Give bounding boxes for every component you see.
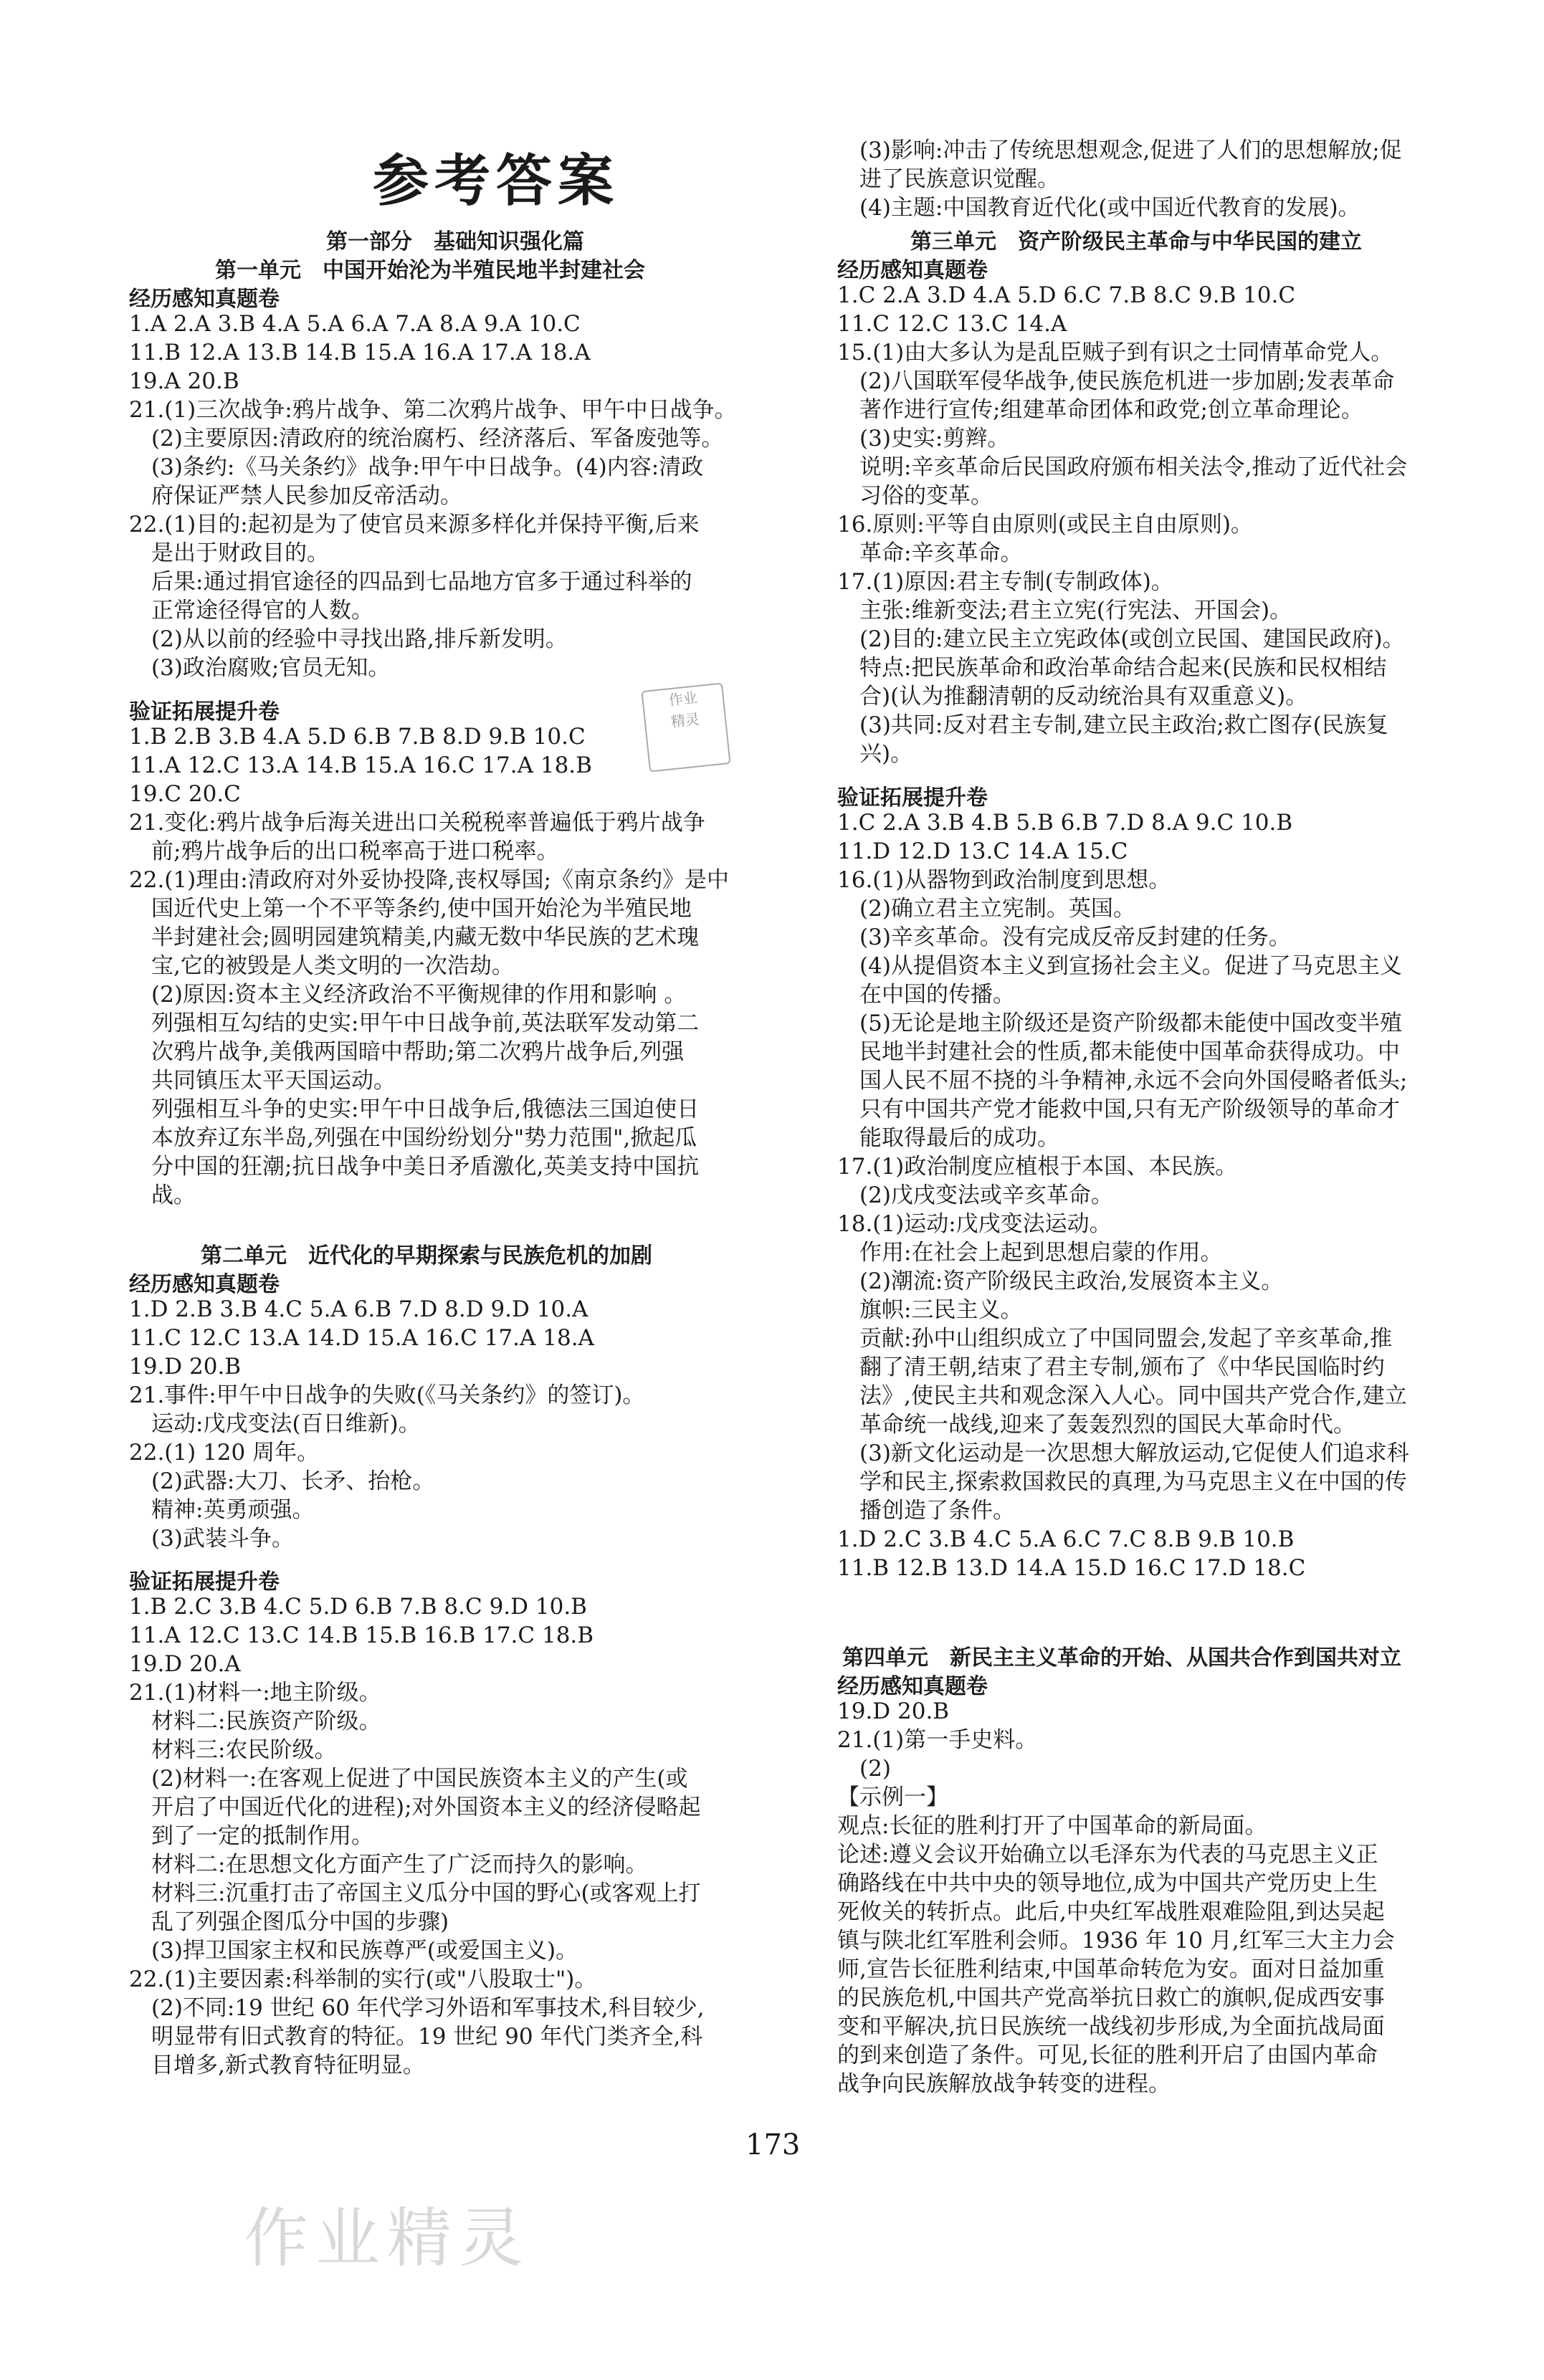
left-line: 国近代史上第一个不平等条约,使中国开始沦为半殖民地 [129, 896, 692, 922]
left-line: 后果:通过捐官途径的四品到七品地方官多于通过科举的 [129, 569, 692, 595]
left-line: 1.A 2.A 3.B 4.A 5.A 6.A 7.A 8.A 9.A 10.C [129, 311, 581, 337]
right-line: 的到来创造了条件。可见,长征的胜利开启了由国内革命 [837, 2042, 1378, 2068]
left-line: (3)条约:《马关条约》战争:甲午中日战争。(4)内容:清政 [129, 454, 704, 480]
right-line: 合)(认为推翻清朝的反动统治具有双重意义)。 [837, 684, 1308, 709]
unit1-jl-heading: 经历感知真题卷 [129, 287, 280, 312]
left-line: 前;鸦片战争后的出口税率高于进口税率。 [129, 838, 559, 864]
right-line: 师,宣告长征胜利结束,中国革命转危为安。面对日益加重 [837, 1956, 1385, 1982]
left-line: 明显带有旧式教育的特征。19 世纪 90 年代门类齐全,科 [129, 2024, 703, 2050]
right-line: 在中国的传播。 [837, 982, 1015, 1008]
right-line: (3)影响:冲击了传统思想观念,促进了人们的思想解放;促 [837, 138, 1402, 163]
right-line: 国人民不屈不挠的斗争精神,永远不会向外国侵略者低头; [837, 1068, 1408, 1094]
left-line: 半封建社会;圆明园建筑精美,内藏无数中华民族的艺术瑰 [129, 924, 700, 950]
unit2-yz-heading: 验证拓展提升卷 [129, 1569, 280, 1595]
left-line: 22.(1)主要因素:科举制的实行(或"八股取士")。 [129, 1966, 597, 1992]
left-line: 11.C 12.C 13.A 14.D 15.A 16.C 17.A 18.A [129, 1325, 594, 1351]
right-line: 15.(1)由大多认为是乱臣贼子到有识之士同情革命党人。 [837, 340, 1393, 365]
right-line: 兴)。 [837, 741, 913, 767]
right-line: (2)潮流:资产阶级民主政治,发展资本主义。 [837, 1268, 1284, 1294]
unit4-jl-heading: 经历感知真题卷 [837, 1674, 988, 1699]
left-line: (2)武器:大刀、长矛、抬枪。 [129, 1468, 435, 1494]
right-line: (2)确立君主立宪制。英国。 [837, 896, 1135, 922]
left-line: 22.(1)理由:清政府对外妥协投降,丧权辱国;《南京条约》是中 [129, 867, 729, 893]
left-line: 1.B 2.B 3.B 4.A 5.D 6.B 7.B 8.D 9.B 10.C [129, 724, 586, 750]
right-line: (2)目的:建立民主立宪政体(或创立民国、建国民政府)。 [837, 626, 1405, 652]
right-line: 论述:遵义会议开始确立以毛泽东为代表的马克思主义正 [837, 1842, 1378, 1868]
right-line: 的民族危机,中国共产党高举抗日救亡的旗帜,促成西安事 [837, 1985, 1385, 2011]
right-line: 播创造了条件。 [837, 1498, 1015, 1524]
left-line: 1.B 2.C 3.B 4.C 5.D 6.B 7.B 8.C 9.D 10.B [129, 1594, 587, 1620]
left-line: 材料三:沉重打击了帝国主义瓜分中国的野心(或客观上打 [129, 1880, 701, 1906]
left-line: 运动:戊戌变法(百日维新)。 [129, 1411, 421, 1437]
right-line: 作用:在社会上起到思想启蒙的作用。 [837, 1240, 1223, 1266]
left-line: 开启了中国近代化的进程);对外国资本主义的经济侵略起 [129, 1794, 701, 1820]
left-line: 22.(1)目的:起初是为了使官员来源多样化并保持平衡,后来 [129, 512, 700, 537]
left-line: 是出于财政目的。 [129, 540, 329, 566]
left-line: 21.(1)三次战争:鸦片战争、第二次鸦片战争、甲午中日战争。 [129, 397, 737, 423]
right-line: 1.C 2.A 3.D 4.A 5.D 6.C 7.B 8.C 9.B 10.C [837, 282, 1296, 308]
left-line: 本放弃辽东半岛,列强在中国纷纷划分"势力范围",掀起瓜 [129, 1125, 697, 1151]
right-line: 战争向民族解放战争转变的进程。 [837, 2071, 1171, 2097]
right-line: 习俗的变革。 [837, 483, 993, 509]
right-line: (2)戊戌变法或辛亥革命。 [837, 1182, 1113, 1208]
left-line: 19.D 20.A [129, 1651, 241, 1677]
left-line: 11.A 12.C 13.C 14.B 15.B 16.B 17.C 18.B [129, 1622, 594, 1648]
unit3-jl-heading: 经历感知真题卷 [837, 258, 988, 283]
right-line: 镇与陕北红军胜利会师。1936 年 10 月,红军三大主力会 [837, 1928, 1395, 1954]
left-line: 19.D 20.B [129, 1354, 242, 1380]
unit2-heading: 第二单元 近代化的早期探索与民族危机的加剧 [201, 1243, 652, 1268]
right-line: 学和民主,探索救国救民的真理,为马克思主义在中国的传 [837, 1469, 1407, 1495]
left-line: 列强相互勾结的史实:甲午中日战争前,英法联军发动第二 [129, 1010, 700, 1036]
right-line: 革命统一战线,迎来了轰轰烈烈的国民大革命时代。 [837, 1412, 1355, 1438]
right-line: 确路线在中共中央的领导地位,成为中国共产党历史上生 [837, 1870, 1378, 1896]
left-line: 19.A 20.B [129, 368, 239, 394]
right-line: 特点:把民族革命和政治革命结合起来(民族和民权相结 [837, 655, 1387, 681]
right-line: 11.D 12.D 13.C 14.A 15.C [837, 838, 1128, 864]
right-line: (4)主题:中国教育近代化(或中国近代教育的发展)。 [837, 195, 1360, 221]
part-heading: 第一部分 基础知识强化篇 [326, 229, 584, 254]
left-line: 11.B 12.A 13.B 14.B 15.A 16.A 17.A 18.A [129, 340, 591, 365]
left-line: 21.(1)材料一:地主阶级。 [129, 1680, 381, 1706]
right-line: 16.(1)从器物到政治制度到思想。 [837, 867, 1171, 893]
right-line: 观点:长征的胜利打开了中国革命的新局面。 [837, 1813, 1267, 1839]
unit1-heading: 第一单元 中国开始沦为半殖民地半封建社会 [215, 258, 645, 283]
left-line: 11.A 12.C 13.A 14.B 15.A 16.C 17.A 18.B [129, 752, 592, 778]
right-line: (2)八国联军侵华战争,使民族危机进一步加剧;发表革命 [837, 368, 1395, 394]
left-line: 19.C 20.C [129, 781, 241, 807]
unit3-yz-heading: 验证拓展提升卷 [837, 785, 988, 811]
right-line: 民地半封建社会的性质,都未能使中国革命获得成功。中 [837, 1039, 1400, 1065]
right-line: 11.C 12.C 13.C 14.A [837, 311, 1067, 337]
left-line: 1.D 2.B 3.B 4.C 5.A 6.B 7.D 8.D 9.D 10.A [129, 1296, 588, 1322]
right-line: (3)辛亥革命。没有完成反帝反封建的任务。 [837, 924, 1291, 950]
right-line: (3)新文化运动是一次思想大解放运动,它促使人们追求科 [837, 1440, 1409, 1466]
right-line: (3)史实:剪辫。 [837, 426, 1010, 451]
left-line: 目增多,新式教育特征明显。 [129, 2052, 425, 2078]
right-line: 18.(1)运动:戊戌变法运动。 [837, 1211, 1112, 1237]
right-line: 著作进行宣传;组建革命团体和政党;创立革命理论。 [837, 397, 1363, 423]
right-line: 【示例一】 [837, 1784, 948, 1810]
right-line: (3)共同:反对君主专制,建立民主政治;救亡图存(民族复 [837, 712, 1388, 738]
left-line: 材料三:农民阶级。 [129, 1737, 337, 1763]
right-line: 17.(1)政治制度应植根于本国、本民族。 [837, 1154, 1238, 1180]
left-line: (2)不同:19 世纪 60 年代学习外语和军事技术,科目较少, [129, 1995, 705, 2021]
right-line: 21.(1)第一手史料。 [837, 1727, 1038, 1753]
right-line: 旗帜:三民主义。 [837, 1297, 1023, 1323]
right-line: 能取得最后的成功。 [837, 1125, 1059, 1151]
right-line: 进了民族意识觉醒。 [837, 166, 1059, 192]
left-line: 到了一定的抵制作用。 [129, 1823, 373, 1849]
right-line: 革命:辛亥革命。 [837, 540, 1023, 566]
left-line: 21.变化:鸦片战争后海关进出口关税税率普遍低于鸦片战争 [129, 810, 705, 836]
left-line: (2)原因:资本主义经济政治不平衡规律的作用和影响 。 [129, 982, 687, 1008]
unit4-heading: 第四单元 新民主主义革命的开始、从国共合作到国共对立 [842, 1645, 1401, 1671]
left-line: 乱了列强企图瓜分中国的步骤) [129, 1909, 449, 1935]
right-line: 19.D 20.B [837, 1698, 950, 1724]
unit2-jl-heading: 经历感知真题卷 [129, 1272, 280, 1297]
left-line: 分中国的狂潮;抗日战争中美日矛盾激化,英美支持中国抗 [129, 1154, 700, 1180]
left-line: (2)材料一:在客观上促进了中国民族资本主义的产生(或 [129, 1766, 688, 1792]
left-line: 材料二:在思想文化方面产生了广泛而持久的影响。 [129, 1852, 648, 1878]
page-title: 参考答案 [373, 148, 620, 214]
right-line: 说明:辛亥革命后民国政府颁布相关法令,推动了近代社会 [837, 454, 1408, 480]
left-line: 22.(1) 120 周年。 [129, 1440, 320, 1466]
left-line: 列强相互斗争的史实:甲午中日战争后,俄德法三国迫使日 [129, 1096, 700, 1122]
left-line: (3)政治腐败;官员无知。 [129, 655, 391, 681]
left-line: 战。 [129, 1182, 196, 1208]
left-line: (3)捍卫国家主权和民族尊严(或爱国主义)。 [129, 1938, 578, 1964]
right-line: 16.原则:平等自由原则(或民主自由原则)。 [837, 512, 1253, 537]
right-line: 11.B 12.B 13.D 14.A 15.D 16.C 17.D 18.C [837, 1555, 1306, 1581]
left-line: 21.事件:甲午中日战争的失败(《马关条约》的签订)。 [129, 1382, 645, 1408]
page-number: 173 [745, 2128, 801, 2161]
left-line: 府保证严禁人民参加反帝活动。 [129, 483, 462, 509]
right-line: 1.D 2.C 3.B 4.C 5.A 6.C 7.C 8.B 9.B 10.B [837, 1526, 1295, 1552]
right-line: 死攸关的转折点。此后,中央红军战胜艰难险阻,到达吴起 [837, 1899, 1385, 1925]
right-line: 主张:维新变法;君主立宪(行宪法、开国会)。 [837, 598, 1292, 623]
right-line: 17.(1)原因:君主专制(专制政体)。 [837, 569, 1173, 595]
stamp-logo: 作业 精灵 [641, 682, 730, 772]
left-line: 宝,它的被毁是人类文明的一次浩劫。 [129, 953, 514, 979]
unit3-heading: 第三单元 资产阶级民主革命与中华民国的建立 [910, 229, 1362, 254]
right-line: 只有中国共产党才能救中国,只有无产阶级领导的革命才 [837, 1096, 1400, 1122]
left-line: 共同镇压太平天国运动。 [129, 1068, 396, 1094]
right-line: (2) [837, 1756, 891, 1782]
right-line: (5)无论是地主阶级还是资产阶级都未能使中国改变半殖 [837, 1010, 1402, 1036]
left-line: (2)主要原因:清政府的统治腐朽、经济落后、军备废弛等。 [129, 426, 724, 451]
unit1-yz-heading: 验证拓展提升卷 [129, 699, 280, 725]
right-line: 变和平解决,抗日民族统一战线初步形成,为全面抗战局面 [837, 2014, 1385, 2040]
left-line: 材料二:民族资产阶级。 [129, 1708, 381, 1734]
right-line: (4)从提倡资本主义到宣扬社会主义。促进了马克思主义 [837, 953, 1402, 979]
right-line: 1.C 2.A 3.B 4.B 5.B 6.B 7.D 8.A 9.C 10.B [837, 810, 1293, 836]
left-line: 正常途径得官的人数。 [129, 598, 373, 623]
left-line: 次鸦片战争,美俄两国暗中帮助;第二次鸦片战争后,列强 [129, 1039, 685, 1065]
left-line: (3)武装斗争。 [129, 1526, 294, 1552]
right-line: 法》,使民主共和观念深入人心。同中国共产党合作,建立 [837, 1383, 1407, 1409]
right-line: 翻了清王朝,结束了君主专制,颁布了《中华民国临时约 [837, 1354, 1385, 1380]
left-line: (2)从以前的经验中寻找出路,排斥新发明。 [129, 626, 568, 652]
right-line: 贡献:孙中山组织成立了中国同盟会,发起了辛亥革命,推 [837, 1326, 1393, 1352]
left-line: 精神:英勇顽强。 [129, 1497, 315, 1523]
watermark: 作业精灵 [244, 2201, 530, 2276]
